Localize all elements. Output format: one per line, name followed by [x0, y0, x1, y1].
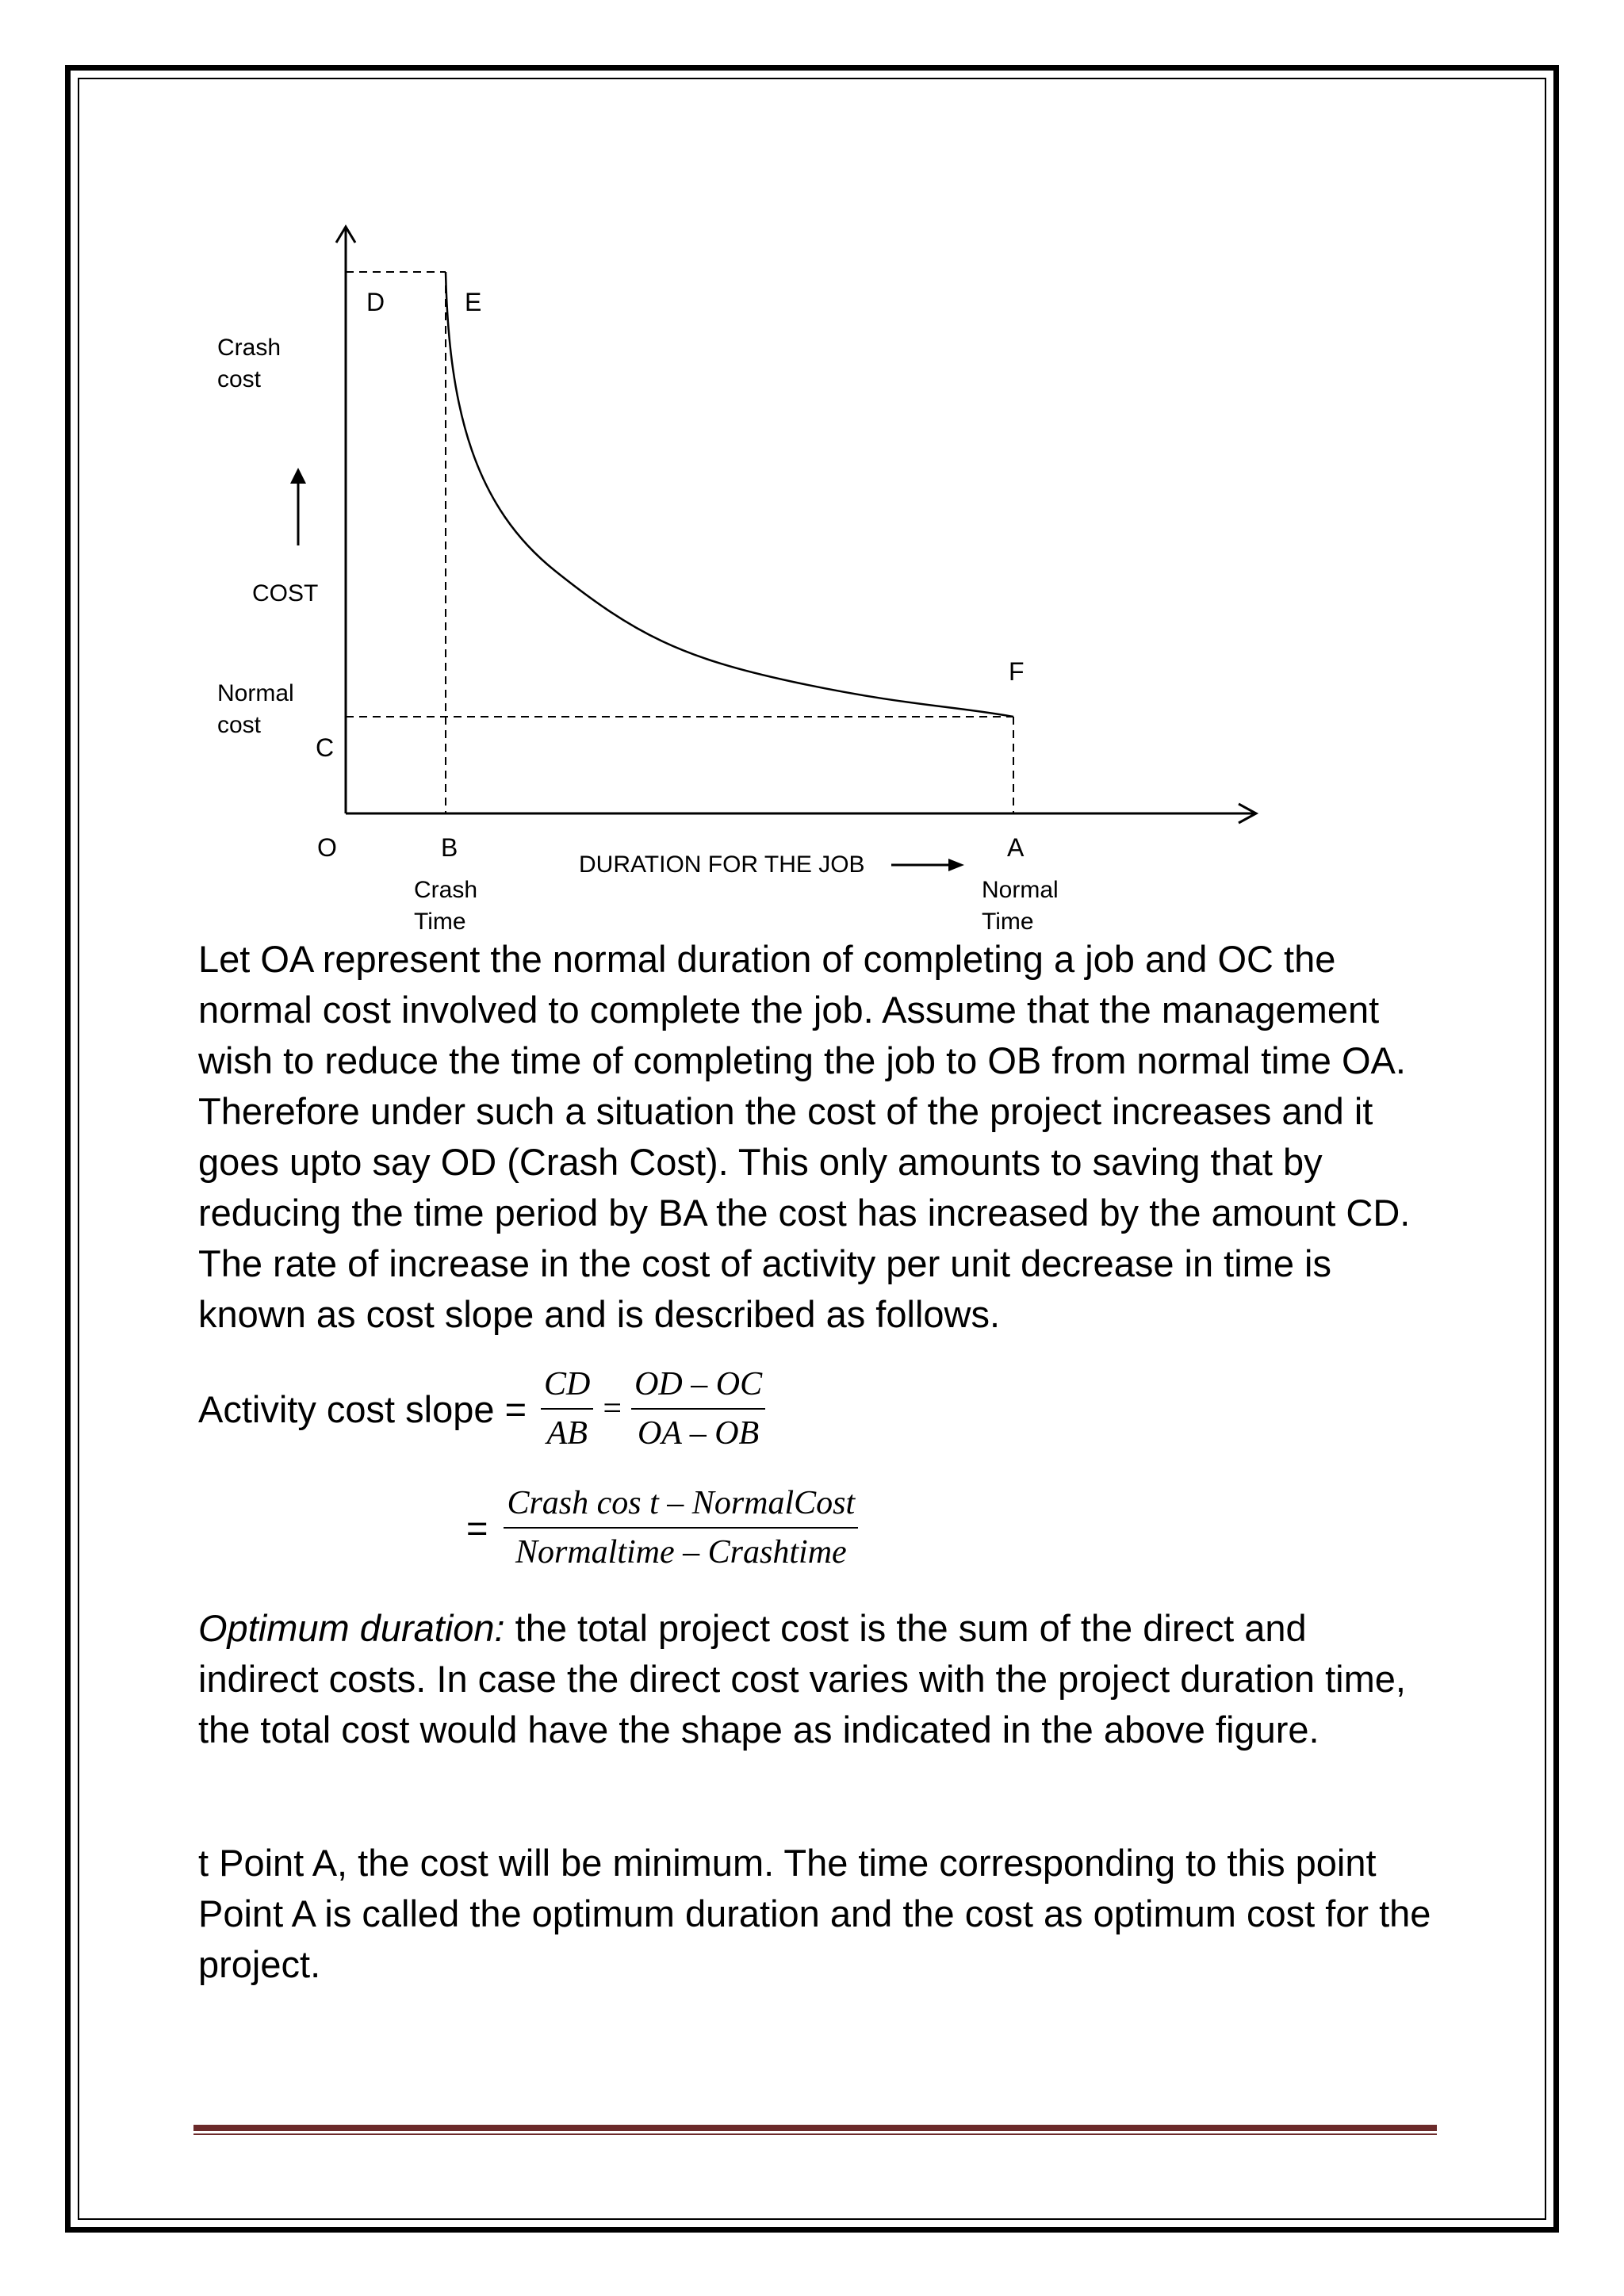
point-label-e: E [465, 288, 482, 316]
paragraph-cost-slope-explanation: Let OA represent the normal duration of completing a job and OC the normal cost involved to complete the job. Assume that the management wish to reduce the time of completing the job to OB from normal time OA. Therefore under such a situation the cost of the project increases and it goes upto say OD (Crash Cost). This only amounts to saving that by reducing the time period by BA the cost has increased by the amount CD. The rate of increase in the cost of activity per unit decrease in time is known as cost slope and is described as follows. [198, 938, 1411, 1335]
point-label-f: F [1009, 657, 1025, 686]
footer-rule [193, 2125, 1437, 2131]
point-label-c: C [316, 733, 335, 762]
optimum-duration-text: the total project cost is the sum of the direct and indirect costs. In case the direct cost varies with the project duration time, the total cost would have the shape as indicated in the above figure. [198, 1607, 1406, 1751]
cost-curve [446, 272, 1013, 717]
fraction-numerator: Crash cos t – NormalCost [504, 1484, 858, 1529]
point-label-d: D [366, 288, 385, 316]
equals-sign: = [603, 1391, 622, 1427]
a-caption-time: Time [982, 909, 1034, 935]
y-label-normal-cost-2: cost [217, 712, 262, 738]
paragraph-point-a: t Point A, the cost will be minimum. The time corresponding to this point Point A is called the optimum duration and the cost as optimum cost for the project. [198, 1842, 1431, 1985]
y-label-crash-cost-1: Crash [217, 335, 282, 361]
formula-activity-cost-slope [198, 1365, 765, 1452]
point-label-o: O [317, 833, 337, 862]
x-axis-label: DURATION FOR THE JOB [579, 851, 865, 878]
fraction-numerator: CD [541, 1365, 593, 1410]
b-caption-time: Time [414, 909, 466, 935]
footer-rule-thin [193, 2133, 1437, 2135]
paragraph-optimum-duration [198, 1603, 1435, 1755]
duration-arrowhead [948, 859, 964, 871]
y-label-cost: COST [252, 580, 319, 607]
optimum-duration-term: Optimum duration: [198, 1607, 505, 1649]
fraction-numerator: OD – OC [631, 1365, 765, 1410]
point-label-b: B [441, 833, 458, 862]
point-label-a: A [1007, 833, 1025, 862]
equals-sign: = [466, 1506, 488, 1549]
formula-crash-normal-ratio [466, 1484, 858, 1571]
a-caption-normal: Normal [982, 877, 1059, 903]
fraction-denominator: Normaltime – Crashtime [515, 1534, 847, 1571]
fraction-od-oc [631, 1365, 765, 1452]
y-label-crash-cost-2: cost [217, 366, 262, 392]
fraction-crash-normal [504, 1484, 858, 1571]
b-caption-crash: Crash [414, 877, 478, 903]
fraction-cd-ab [541, 1365, 593, 1452]
y-label-normal-cost-1: Normal [217, 680, 294, 706]
formula-label: Activity cost slope = [198, 1387, 527, 1430]
cost-time-diagram [0, 0, 1624, 936]
fraction-denominator: OA – OB [637, 1415, 760, 1452]
cost-up-arrowhead [290, 468, 306, 484]
fraction-denominator: AB [546, 1415, 588, 1452]
